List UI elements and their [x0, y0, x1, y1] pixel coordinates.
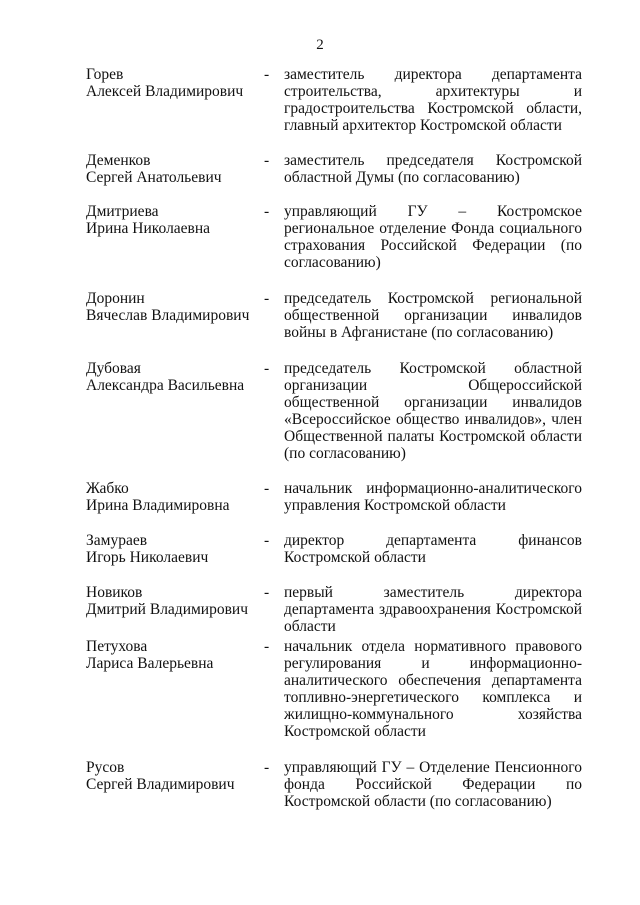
member-name: [86, 759, 266, 793]
dash-separator: -: [264, 152, 270, 169]
member-position: начальник информационно-аналитического управления Костромской области: [284, 480, 582, 514]
member-given-names: Игорь Николаевич: [86, 549, 209, 566]
member-surname: Русов: [86, 759, 125, 776]
member-name: [86, 360, 266, 394]
member-given-names: Сергей Владимирович: [86, 776, 235, 793]
dash-separator: -: [264, 290, 270, 307]
member-position: председатель Костромской региональной общественной организации инвалидов войны в Афганистане (по согласованию): [284, 290, 582, 341]
dash-separator: -: [264, 360, 270, 377]
dash-separator: -: [264, 584, 270, 601]
dash-separator: -: [264, 203, 270, 220]
member-position: первый заместитель директора департамента здравоохранения Костромской области: [284, 584, 582, 635]
member-name: [86, 66, 266, 100]
page-number: 2: [316, 37, 324, 53]
member-surname: Новиков: [86, 584, 143, 601]
member-name: [86, 532, 266, 566]
member-surname: Дубовая: [86, 360, 141, 377]
dash-separator: -: [264, 480, 270, 497]
member-given-names: Вячеслав Владимирович: [86, 307, 250, 324]
member-surname: Деменков: [86, 152, 151, 169]
member-position: управляющий ГУ – Костромское региональное отделение Фонда социального страхования Российской Федерации (по согласованию): [284, 203, 582, 271]
dash-separator: -: [264, 532, 270, 549]
member-surname: Доронин: [86, 290, 145, 307]
dash-separator: -: [264, 759, 270, 776]
member-given-names: Ирина Владимировна: [86, 497, 230, 514]
member-given-names: Александра Васильевна: [86, 377, 245, 394]
member-position: заместитель директора департамента строительства, архитектуры и градостроительства Костромской области, главный архитектор Костромской области: [284, 66, 582, 134]
member-surname: Петухова: [86, 638, 148, 655]
member-position: заместитель председателя Костромской областной Думы (по согласованию): [284, 152, 582, 186]
member-position: директор департамента финансов Костромской области: [284, 532, 582, 566]
member-given-names: Лариса Валерьевна: [86, 655, 214, 672]
member-surname: Замураев: [86, 532, 148, 549]
member-name: [86, 480, 266, 514]
member-name: [86, 584, 266, 618]
member-name: [86, 638, 266, 672]
member-surname: Горев: [86, 66, 124, 83]
member-given-names: Дмитрий Владимирович: [86, 601, 249, 618]
member-name: [86, 203, 266, 237]
member-given-names: Ирина Николаевна: [86, 220, 211, 237]
dash-separator: -: [264, 66, 270, 83]
member-position: председатель Костромской областной организации Общероссийской общественной организации инвалидов «Всероссийское общество инвалидов», член Общественной палаты Костромской области (по согласованию): [284, 360, 582, 462]
member-given-names: Алексей Владимирович: [86, 83, 244, 100]
member-position: управляющий ГУ – Отделение Пенсионного фонда Российской Федерации по Костромской области (по согласованию): [284, 759, 582, 810]
member-position: начальник отдела нормативного правового регулирования и информационно-аналитического обеспечения департамента топливно-энергетического комплекса и жилищно-коммунального хозяйства Костромской области: [284, 638, 582, 740]
member-surname: Дмитриева: [86, 203, 159, 220]
member-name: [86, 152, 266, 186]
member-given-names: Сергей Анатольевич: [86, 169, 222, 186]
member-name: [86, 290, 266, 324]
member-surname: Жабко: [86, 480, 129, 497]
dash-separator: -: [264, 638, 270, 655]
